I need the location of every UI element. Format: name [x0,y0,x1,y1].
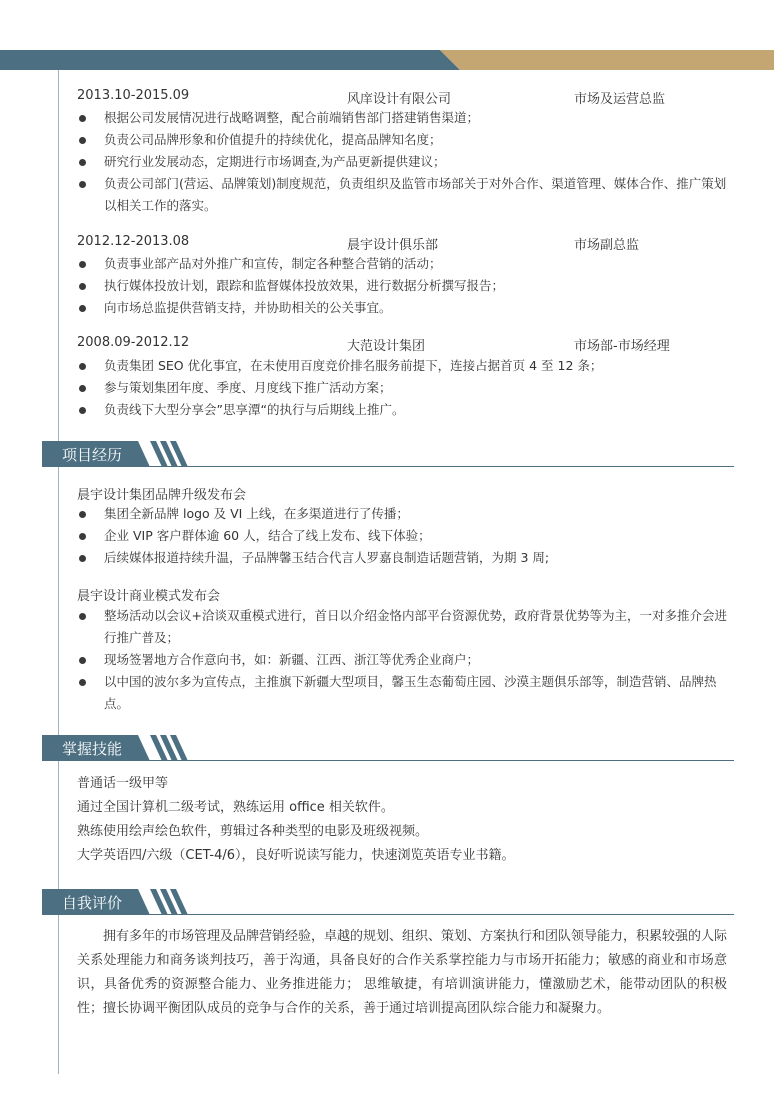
project-bullets [77,605,727,715]
skill-item: 熟练使用绘声绘色软件，剪辑过各种类型的电影及班级视频。 [77,824,429,839]
stripes-decoration-icon [142,889,202,915]
section-header-self-eval [42,889,734,915]
skill-item: 普通话一级甲等 [77,776,169,791]
job-title: 市场及运营总监 [574,92,666,107]
list-item: 整场活动以会议+洽谈双重模式进行，首日以介绍金恪内部平台资源优势，政府背景优势等为主，一对多推介会进行推广普及； [77,605,727,649]
list-item: 向市场总监提供营销支持，并协助相关的公关事宜。 [77,297,727,319]
job-date: 2012.12-2013.08 [77,234,190,249]
bullet-icon [79,613,86,620]
list-item: 企业 VIP 客户群体逾 60 人，结合了线上发布、线下体验； [77,525,727,547]
list-item: 后续媒体报道持续升温，子品牌馨玉结合代言人罗嘉良制造话题营销，为期 3 周; [77,547,727,569]
job-company: 晨宇设计俱乐部 [347,238,439,253]
list-item: 现场签署地方合作意向书，如：新疆、江西、浙江等优秀企业商户； [77,649,727,671]
list-item: 负责公司品牌形象和价值提升的持续优化，提高品牌知名度； [77,129,727,151]
job-date: 2013.10-2015.09 [77,88,190,103]
bullet-icon [79,657,86,664]
project-name: 晨宇设计集团品牌升级发布会 [77,488,247,503]
list-item: 以中国的波尔多为宣传点，主推旗下新疆大型项目，馨玉生态葡萄庄园、沙漠主题俱乐部等，制造营销、品牌热点。 [77,671,727,715]
job-bullets [77,355,727,421]
skill-item: 通过全国计算机二级考试，熟练运用 office 相关软件。 [77,800,394,815]
bullet-icon [79,261,86,268]
header-banner [0,50,774,70]
job-date: 2008.09-2012.12 [77,335,190,350]
timeline-line [58,914,59,1074]
section-title: 自我评价 [62,894,123,912]
header-banner-blue [0,50,460,70]
bullet-icon [79,363,86,370]
list-item: 负责线下大型分享会”思享潭“的执行与后期线上推广。 [77,399,727,421]
list-item: 根据公司发展情况进行战略调整，配合前端销售部门搭建销售渠道； [77,107,727,129]
stripes-decoration-icon [142,441,202,467]
bullet-icon [79,511,86,518]
list-item: 参与策划集团年度、季度、月度线下推广活动方案； [77,377,727,399]
project-name: 晨宇设计商业模式发布会 [77,589,221,604]
list-item: 研究行业发展动态，定期进行市场调查,为产品更新提供建议； [77,151,727,173]
timeline-line [58,466,59,740]
job-company: 大范设计集团 [347,339,426,354]
bullet-icon [79,555,86,562]
section-title: 掌握技能 [62,740,123,758]
project-bullets [77,503,727,569]
stripes-decoration-icon [142,735,202,761]
list-item: 负责事业部产品对外推广和宣传，制定各种整合营销的活动； [77,253,727,275]
job-title: 市场部-市场经理 [574,339,670,354]
timeline-line [58,70,59,450]
skill-item: 大学英语四/六级（CET-4/6），良好听说读写能力，快速浏览英语专业书籍。 [77,848,515,863]
section-header-projects [42,441,734,467]
section-title: 项目经历 [62,446,123,464]
list-item: 负责公司部门(营运、品牌策划)制度规范，负责组织及监管市场部关于对外合作、渠道管理、媒体合作、推广策划以相关工作的落实。 [77,173,727,217]
bullet-icon [79,385,86,392]
list-item: 集团全新品牌 logo 及 VI 上线，在多渠道进行了传播； [77,503,727,525]
bullet-icon [79,115,86,122]
bullet-icon [79,305,86,312]
list-item: 执行媒体投放计划，跟踪和监督媒体投放效果，进行数据分析撰写报告； [77,275,727,297]
timeline-line [58,760,59,894]
bullet-icon [79,159,86,166]
job-bullets [77,253,727,319]
job-bullets [77,107,727,217]
section-header-skills [42,735,734,761]
bullet-icon [79,533,86,540]
job-title: 市场副总监 [574,238,640,253]
job-company: 风庠设计有限公司 [347,92,452,107]
section-rule [42,914,734,915]
bullet-icon [79,407,86,414]
header-banner-gold [440,50,774,70]
section-rule [42,760,734,761]
bullet-icon [79,181,86,188]
self-evaluation-text: 拥有多年的市场管理及品牌营销经验，卓越的规划、组织、策划、方案执行和团队领导能力，积累较强的人际关系处理能力和商务谈判技巧，善于沟通，具备良好的合作关系掌控能力与市场开拓能力；敏感的商业和市场意识，具备优秀的资源整合能力、业务推进能力； 思维敏捷，有培训演讲能力，懂激励艺术，能带动团队的积极性；擅长协调平衡团队成员的竞争与合作的关系，善于通过培训提高团队综合能力和凝聚力。 [77,929,728,1016]
bullet-icon [79,283,86,290]
bullet-icon [79,679,86,686]
bullet-icon [79,137,86,144]
section-rule [42,466,734,467]
list-item: 负责集团 SEO 优化事宜，在未使用百度竞价排名服务前提下，连接占据首页 4 至 12 条； [77,355,727,377]
